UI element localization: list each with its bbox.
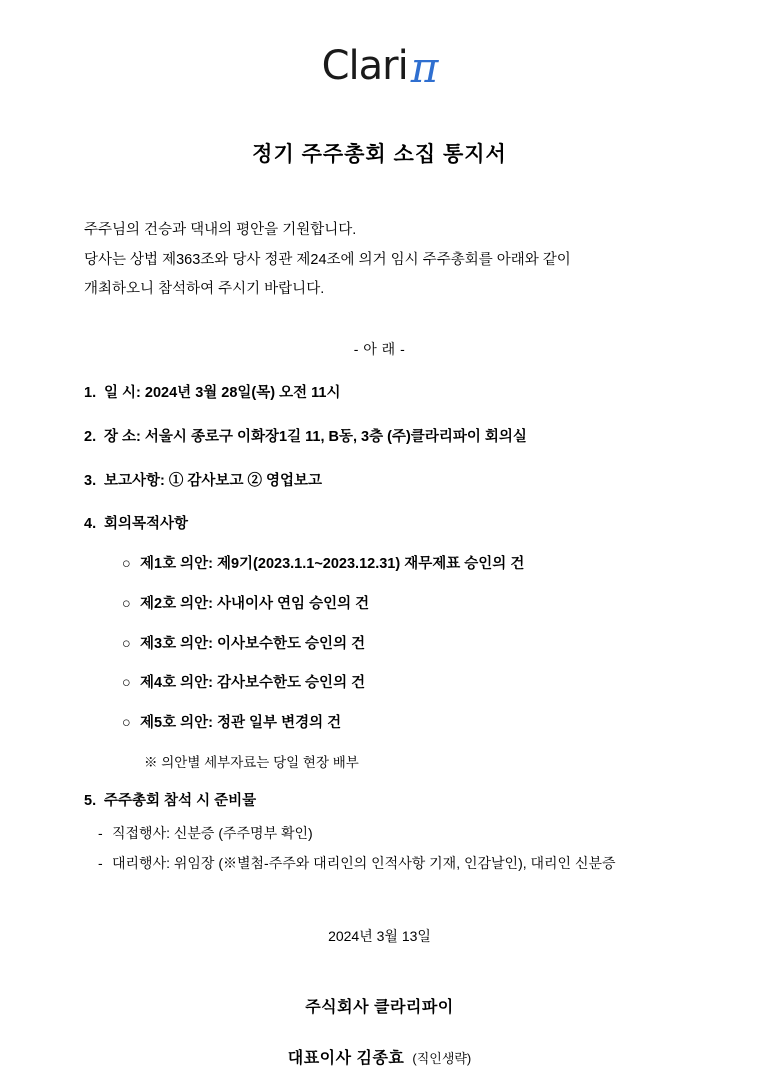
agenda-item-value: 감사보수한도 승인의 건 — [216, 675, 366, 692]
agenda-item-value: 이사보수한도 승인의 건 — [216, 635, 366, 652]
numbered-items-list — [84, 383, 675, 874]
seal-note: (직인생략) — [412, 1050, 472, 1066]
agenda-item-label: 제2호 의안: — [140, 595, 213, 612]
item-value: ① 감사보고 ② 영업보고 — [168, 472, 323, 489]
company-logo — [84, 0, 675, 92]
item-number: 5. — [84, 793, 97, 810]
section-divider-label: - 아 래 - — [353, 341, 406, 358]
item-number: 2. — [84, 428, 97, 445]
item-number: 4. — [84, 516, 97, 533]
agenda-item — [122, 594, 675, 616]
circle-marker-icon: ○ — [122, 595, 131, 612]
dash-marker-icon: - — [98, 824, 103, 841]
intro-line-3: 개최하오니 참석하여 주시기 바랍니다. — [84, 281, 325, 298]
item-value: 서울시 종로구 이화장1길 11, B동, 3층 (주)클라리파이 회의실 — [144, 428, 527, 445]
prep-item — [98, 823, 675, 844]
agenda-note: ※ 의안별 세부자료는 당일 현장 배부 — [144, 754, 359, 770]
item-label: 장 소: — [104, 428, 141, 445]
dash-marker-icon: - — [98, 854, 103, 871]
page-title: 정기 주주총회 소집 통지서 — [252, 143, 507, 166]
item-number: 1. — [84, 385, 97, 402]
item-label: 회의목적사항 — [104, 516, 189, 533]
pi-symbol-icon: π — [410, 43, 438, 92]
agenda-item-value: 제9기(2023.1.1~2023.12.31) 재무제표 승인의 건 — [216, 556, 525, 573]
prep-item-text: 대리행사: 위임장 (※별첨-주주와 대리인의 인적사항 기재, 인감날인), 대리인 신분증 — [112, 854, 616, 871]
item-number: 3. — [84, 472, 97, 489]
document-date: 2024년 3월 13일 — [328, 927, 431, 944]
prep-item — [98, 853, 675, 874]
list-item — [84, 427, 675, 449]
agenda-item-value: 정관 일부 변경의 건 — [216, 715, 342, 732]
list-item — [84, 383, 675, 405]
agenda-item-label: 제4호 의안: — [140, 675, 213, 692]
company-name: 주식회사 클라리파이 — [305, 998, 454, 1016]
intro-line-1: 주주님의 건승과 댁내의 평안을 기원합니다. — [84, 222, 357, 238]
agenda-list — [84, 554, 675, 773]
intro-paragraph — [84, 216, 675, 305]
prep-item-text: 직접행사: 신분증 (주주명부 확인) — [112, 824, 313, 841]
agenda-item — [122, 713, 675, 735]
agenda-item — [122, 634, 675, 656]
intro-line-2: 당사는 상법 제363조와 당사 정관 제24조에 의거 임시 주주총회를 아래와 같이 — [84, 251, 571, 268]
list-item — [84, 471, 675, 493]
agenda-item — [122, 673, 675, 695]
item-value: 2024년 3월 28일(목) 오전 11시 — [144, 385, 341, 402]
agenda-item-label: 제3호 의안: — [140, 635, 213, 652]
agenda-item-label: 제5호 의안: — [140, 715, 213, 732]
circle-marker-icon: ○ — [122, 715, 131, 732]
agenda-item-value: 사내이사 연임 승인의 건 — [216, 595, 370, 612]
item-label: 일 시: — [104, 385, 141, 402]
agenda-item — [122, 554, 675, 576]
logo-wordmark: Clari — [321, 43, 408, 89]
circle-marker-icon: ○ — [122, 556, 131, 573]
item-label: 주주총회 참석 시 준비물 — [104, 793, 257, 810]
signer-title-name: 대표이사 김종효 — [287, 1049, 405, 1067]
circle-marker-icon: ○ — [122, 635, 131, 652]
list-item — [84, 791, 675, 813]
prep-list — [84, 823, 675, 874]
logo-text — [321, 43, 438, 92]
item-label: 보고사항: — [104, 472, 165, 489]
list-item — [84, 514, 675, 536]
signer-line — [84, 1045, 675, 1068]
circle-marker-icon: ○ — [122, 675, 131, 692]
agenda-item-label: 제1호 의안: — [140, 556, 213, 573]
